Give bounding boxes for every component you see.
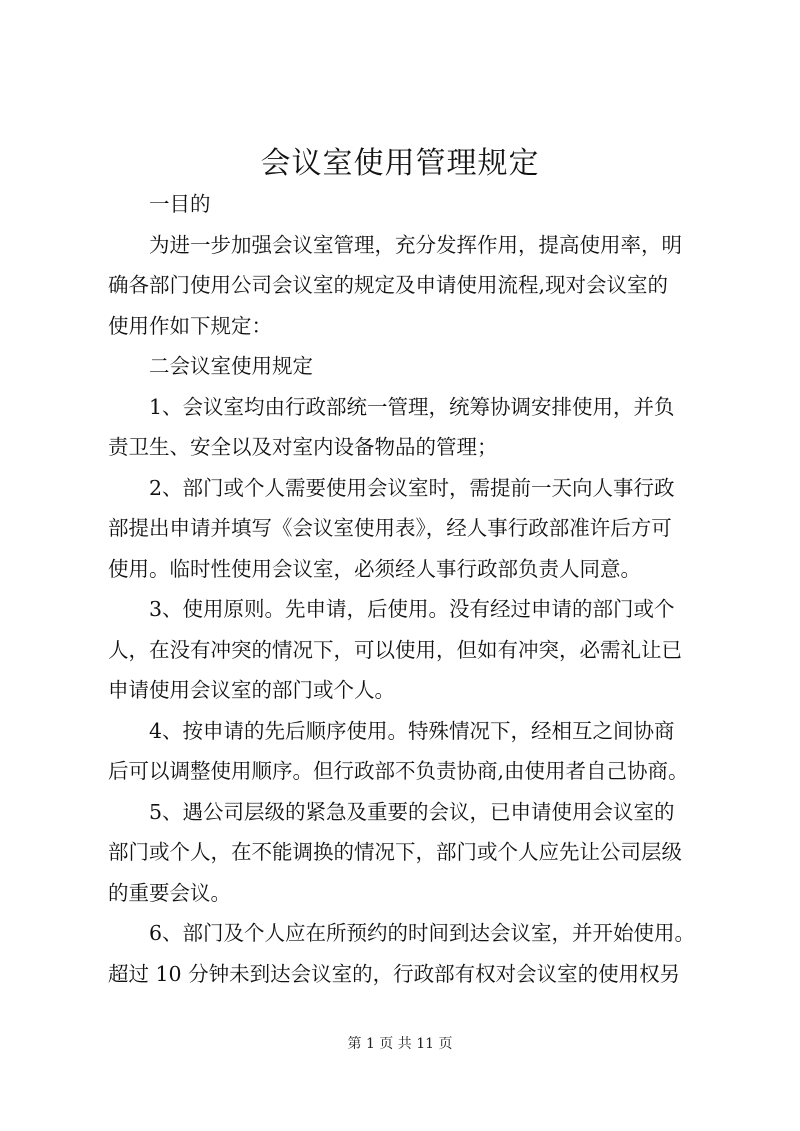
- document-body: [108, 184, 700, 994]
- text-line: 2、部门或个人需要使用会议室时，需提前一天向人事行政: [149, 475, 675, 500]
- rule-item-4: [108, 711, 700, 792]
- rule-item-3: [108, 589, 700, 711]
- text-line: 二会议室使用规定: [149, 354, 313, 378]
- text-line: 部门或个人，在不能调换的情况下，部门或个人应先让公司层级: [108, 840, 682, 864]
- text-line: 的重要会议。: [108, 880, 231, 905]
- document-title: 会议室使用管理规定: [260, 146, 540, 181]
- text-line: 为进一步加强会议室管理，充分发挥作用，提高使用率，明: [149, 232, 682, 257]
- text-line: 超过 10 分钟未到达会议室的，行政部有权对会议室的使用权另: [108, 961, 681, 986]
- text-line: 确各部门使用公司会议室的规定及申请使用流程,现对会议室的: [108, 273, 669, 297]
- section-heading-purpose: [108, 184, 700, 225]
- text-line: 使用作如下规定：: [108, 313, 272, 338]
- text-line: 使用。临时性使用会议室，必须经人事行政部负责人同意。: [108, 556, 641, 581]
- text-line: 申请使用会议室的部门或个人。: [108, 678, 395, 702]
- text-line: 一目的: [149, 192, 211, 216]
- text-line: 后可以调整使用顺序。但行政部不负责协商,由使用者自己协商。: [108, 759, 689, 783]
- text-line: 4、按申请的先后顺序使用。特殊情况下，经相互之间协商: [149, 718, 675, 743]
- rule-item-6: [108, 913, 700, 994]
- text-line: 人，在没有冲突的情况下，可以使用，但如有冲突，必需礼让已: [108, 637, 682, 662]
- section-heading-rules: [108, 346, 700, 387]
- text-line: 3、使用原则。先申请，后使用。没有经过申请的部门或个: [149, 597, 675, 621]
- page-footer: 第 1 页 共 11 页: [347, 1036, 453, 1052]
- rule-item-2: [108, 468, 700, 590]
- rule-item-1: [108, 387, 700, 468]
- paragraph-purpose: [108, 225, 700, 347]
- text-line: 6、部门及个人应在所预约的时间到达会议室，并开始使用。: [149, 921, 696, 945]
- rule-item-5: [108, 792, 700, 914]
- text-line: 部提出申请并填写《会议室使用表》，经人事行政部准许后方可: [108, 516, 672, 540]
- text-line: 1、会议室均由行政部统一管理，统筹协调安排使用，并负: [149, 394, 675, 419]
- text-line: 责卫生、安全以及对室内设备物品的管理；: [108, 435, 498, 459]
- text-line: 5、遇公司层级的紧急及重要的会议，已申请使用会议室的: [149, 799, 675, 824]
